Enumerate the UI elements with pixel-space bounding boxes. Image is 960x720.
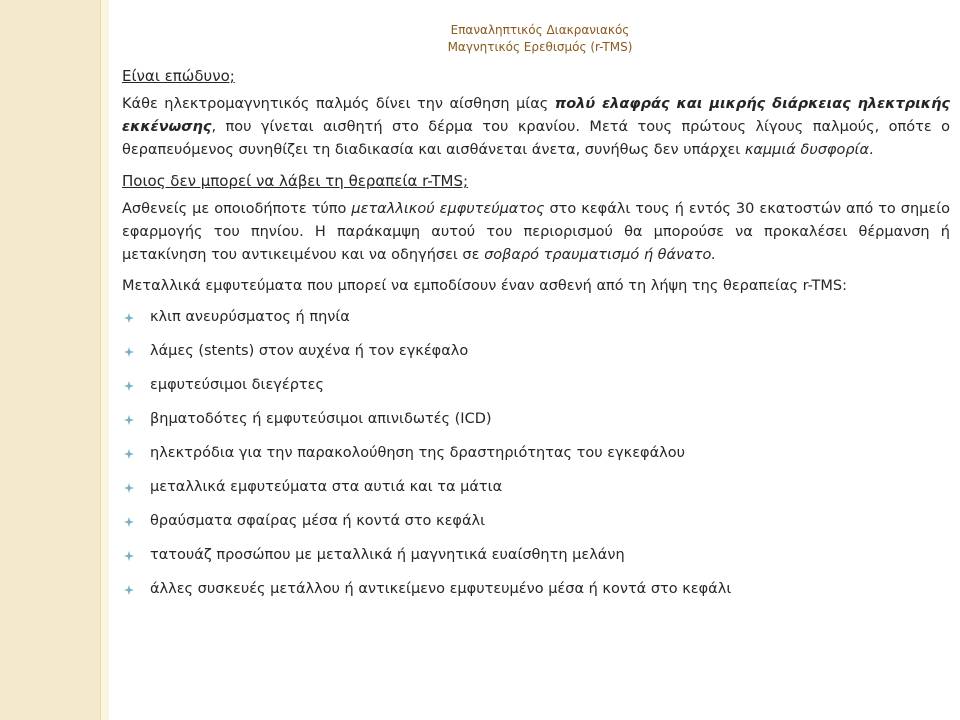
list-item-text: μεταλλικά εμφυτεύματα στα αυτιά και τα μάτια <box>150 479 503 495</box>
slide-content <box>122 65 950 612</box>
paragraph-pain-part-1: Κάθε ηλεκτρομαγνητικός παλμός δίνει την αίσθηση μίας <box>122 96 555 112</box>
diamond-bullet-icon <box>124 381 134 391</box>
list-item-text: λάμες (stents) στον αυχένα ή τον εγκέφαλο <box>150 343 469 359</box>
slide-header <box>330 22 750 56</box>
decorative-sidebar-stripe <box>100 0 109 720</box>
paragraph-contraindications <box>122 198 950 267</box>
paragraph-contra-part-1: Ασθενείς με οποιοδήποτε τύπο <box>122 201 352 217</box>
paragraph-contra-emphasis-1: μεταλλικού εμφυτεύματος <box>351 201 545 217</box>
diamond-bullet-icon <box>124 415 134 425</box>
paragraph-pain-part-2: , που γίνεται αισθητή στο δέρμα του κρανίου. Μετά τους πρώτους λίγους παλμούς, οπότε ο θεραπευόμενος συνηθίζει τη διαδικασία και αισθάνεται άνετα, συνήθως δεν υπάρχει <box>122 119 950 158</box>
diamond-bullet-icon <box>124 551 134 561</box>
paragraph-contra-part-2: στο κεφάλι τους ή εντός 30 εκατοστών από το σημείο εφαρμογής του πηνίου. Η παράκαμψη αυτού του περιορισμού θα μπορούσε να προκαλέσει θέρμανση ή μετακίνηση του αντικειμένου και να οδηγήσει σε <box>122 201 950 263</box>
list-item <box>122 510 950 544</box>
header-line-1: Επαναληπτικός Διακρανιακός <box>450 23 630 37</box>
list-item <box>122 408 950 442</box>
diamond-bullet-icon <box>124 347 134 357</box>
list-item-text: ηλεκτρόδια για την παρακολούθηση της δραστηριότητας του εγκεφάλου <box>150 445 686 461</box>
list-item <box>122 374 950 408</box>
list-item <box>122 306 950 340</box>
list-item-text: θραύσματα σφαίρας μέσα ή κοντά στο κεφάλι <box>150 513 486 529</box>
decorative-sidebar <box>0 0 100 720</box>
section-heading-contraindications: Ποιος δεν μπορεί να λάβει τη θεραπεία r-TMS; <box>122 172 469 190</box>
list-item-text: κλιπ ανευρύσματος ή πηνία <box>150 309 350 325</box>
paragraph-contra-emphasis-2: σοβαρό τραυματισμό ή θάνατο. <box>484 247 716 263</box>
paragraph-pain <box>122 93 950 162</box>
list-item <box>122 544 950 578</box>
list-item <box>122 442 950 476</box>
paragraph-pain-part-3: . <box>869 142 874 158</box>
list-item <box>122 476 950 510</box>
paragraph-implants-intro: Μεταλλικά εμφυτεύματα που μπορεί να εμποδίσουν έναν ασθενή από τη λήψη της θεραπείας r-TMS: <box>122 278 847 294</box>
header-line-2: Μαγνητικός Ερεθισμός (r-TMS) <box>447 40 633 54</box>
list-item <box>122 578 950 612</box>
list-item <box>122 340 950 374</box>
list-item-text: εμφυτεύσιμοι διεγέρτες <box>150 377 324 393</box>
implants-list <box>122 306 950 612</box>
diamond-bullet-icon <box>124 483 134 493</box>
diamond-bullet-icon <box>124 517 134 527</box>
diamond-bullet-icon <box>124 585 134 595</box>
diamond-bullet-icon <box>124 449 134 459</box>
list-item-text: τατουάζ προσώπου με μεταλλικά ή μαγνητικά ευαίσθητη μελάνη <box>150 547 625 563</box>
section-heading-pain: Είναι επώδυνο; <box>122 67 235 85</box>
list-item-text: άλλες συσκευές μετάλλου ή αντικείμενο εμφυτευμένο μέσα ή κοντά στο κεφάλι <box>150 581 732 597</box>
paragraph-pain-emphasis-2: καμμιά δυσφορία <box>744 142 870 158</box>
list-item-text: βηματοδότες ή εμφυτεύσιμοι απινιδωτές (ICD) <box>150 411 492 427</box>
paragraph-pain-emphasis-1: πολύ ελαφράς και μικρής διάρκειας ηλεκτρικής εκκένωσης <box>122 96 950 135</box>
diamond-bullet-icon <box>124 313 134 323</box>
